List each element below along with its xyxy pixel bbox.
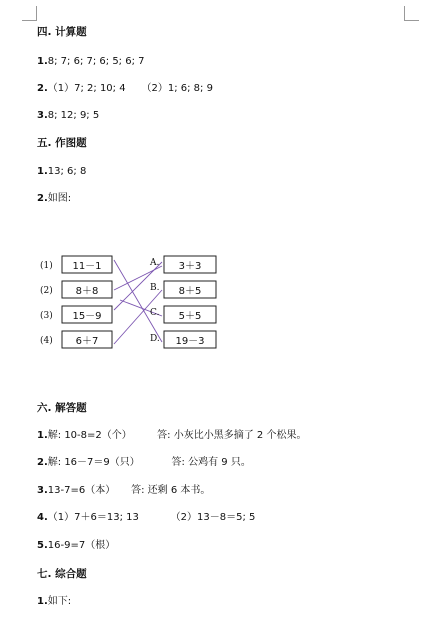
left-label: (2) — [40, 286, 53, 296]
answer-line — [37, 166, 86, 178]
left-label: (3) — [40, 311, 53, 321]
left-expression: 11－1 — [72, 261, 102, 272]
right-label: B. — [150, 283, 160, 293]
answer-line — [37, 512, 255, 524]
answer-text: 如图: — [47, 193, 72, 204]
answer-line — [37, 485, 210, 497]
section-title-comprehensive: 七. 综合题 — [37, 568, 87, 580]
answer-number: 2. — [37, 457, 48, 468]
answer-line — [37, 83, 213, 95]
right-expression: 8＋5 — [178, 286, 202, 297]
answer-number: 4. — [37, 512, 48, 523]
corner-mark-top-left — [22, 6, 37, 21]
right-column — [149, 256, 216, 348]
right-expression: 19－3 — [175, 336, 205, 347]
answer-line — [37, 540, 115, 552]
right-expression: 3＋3 — [178, 261, 202, 272]
section-title-word-problems: 六. 解答题 — [37, 402, 87, 414]
section-title-calculation: 四. 计算题 — [37, 26, 87, 38]
section-title-drawing: 五. 作图题 — [37, 137, 87, 149]
answer-line — [37, 193, 71, 205]
answer-number: 2. — [37, 193, 48, 204]
left-column — [40, 256, 112, 348]
answer-number: 1. — [37, 166, 48, 177]
right-label: D. — [150, 334, 160, 344]
connector-line-1-d — [114, 260, 162, 342]
answer-number: 1. — [37, 430, 48, 441]
answer-number: 3. — [37, 110, 48, 121]
answer-text: 如下: — [47, 596, 72, 607]
left-expression: 15－9 — [72, 311, 102, 322]
answer-text: 8; 12; 9; 5 — [47, 110, 100, 121]
right-label: A. — [150, 258, 160, 268]
answer-line — [37, 430, 306, 442]
answer-number: 1. — [37, 596, 48, 607]
answer-number: 2. — [37, 83, 48, 94]
left-label: (1) — [40, 261, 53, 271]
matching-diagram — [38, 248, 238, 358]
answer-text: 13; 6; 8 — [47, 166, 87, 177]
answer-number: 3. — [37, 485, 48, 496]
left-expression: 6＋7 — [75, 336, 99, 347]
left-expression: 8＋8 — [75, 286, 99, 297]
answer-line — [37, 56, 145, 68]
answer-line — [37, 457, 251, 469]
corner-mark-top-right — [404, 6, 419, 21]
answer-text: 解: 16－7＝9（只） 答: 公鸡有 9 只。 — [47, 457, 251, 468]
right-label: C. — [150, 308, 160, 318]
answer-text: 8; 7; 6; 7; 6; 5; 6; 7 — [47, 56, 145, 67]
answer-text: （1）7＋6＝13; 13 （2）13－8＝5; 5 — [47, 512, 256, 523]
answer-number: 5. — [37, 540, 48, 551]
answer-line — [37, 596, 71, 608]
right-expression: 5＋5 — [178, 311, 202, 322]
answer-text: 13-7=6（本） 答: 还剩 6 本书。 — [47, 485, 211, 496]
answer-text: （1）7; 2; 10; 4 （2）1; 6; 8; 9 — [47, 83, 213, 94]
answer-line — [37, 110, 99, 122]
answer-text: 解: 10-8=2（个） 答: 小灰比小黑多摘了 2 个松果。 — [47, 430, 307, 441]
connector-lines — [114, 260, 162, 344]
answer-text: 16-9=7（根） — [47, 540, 116, 551]
answer-number: 1. — [37, 56, 48, 67]
left-label: (4) — [40, 336, 53, 346]
